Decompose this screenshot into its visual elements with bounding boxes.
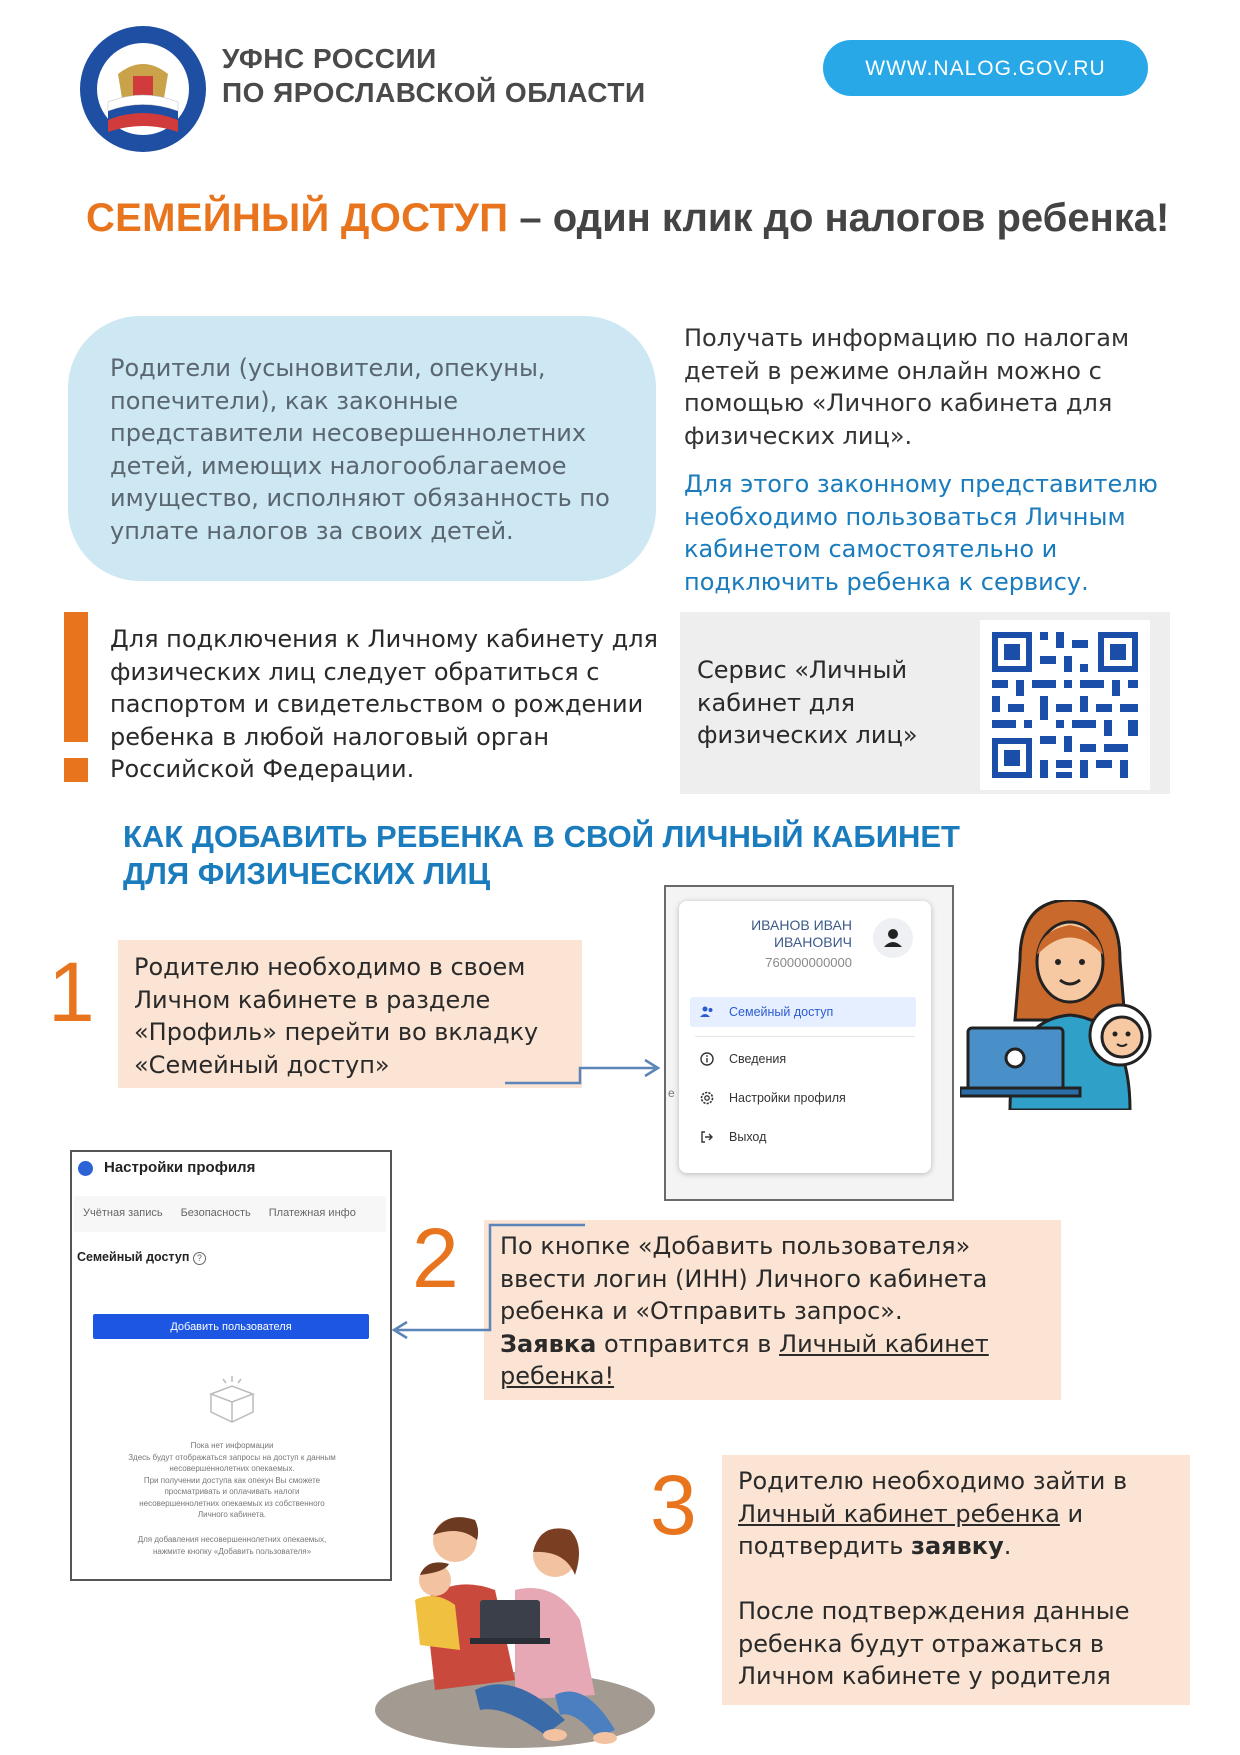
step-3-end: .: [1003, 1532, 1012, 1560]
step-3-text-1: [738, 1465, 1188, 1563]
section-title-line-1: КАК ДОБАВИТЬ РЕБЕНКА В СВОЙ ЛИЧНЫЙ КАБИНЕТ: [123, 819, 960, 854]
empty-line: Здесь будут отображаться запросы на доступ к данным: [128, 1452, 336, 1462]
intro-bubble-text: Родители (усыновители, опекуны, попечители), как законные представители несовершеннолетних детей, имеющих налогооблагаемое имущество, исполняют обязанность по уплате налогов за своих детей.: [110, 354, 610, 545]
step-2-text: [500, 1230, 1056, 1393]
menu-item-details[interactable]: [690, 1044, 916, 1074]
hint-line: нажмите кнопку «Добавить пользователя»: [152, 1546, 312, 1556]
step-3-before: Родителю необходимо зайти в: [738, 1467, 1128, 1495]
step-2-after-bold: отправится в: [596, 1329, 780, 1358]
step-3-number: 3: [650, 1458, 697, 1552]
exclamation-icon: [62, 612, 90, 782]
family-icon: [699, 1004, 715, 1020]
add-hint-text: [112, 1534, 352, 1557]
intro-right-blue-text: Для этого законному представителю необходимо пользоваться Личным кабинетом самостоятельно и подключить ребенка к сервису.: [684, 470, 1158, 596]
family-access-heading: [77, 1250, 206, 1265]
user-icon: [873, 918, 913, 958]
avatar[interactable]: [873, 918, 913, 958]
user-full-name: [700, 917, 852, 951]
empty-state-text: [104, 1440, 360, 1521]
step-2-main: По кнопке «Добавить пользователя» ввести логин (ИНН) Личного кабинета ребенка и «Отправить запрос».: [500, 1232, 988, 1325]
gear-icon: [699, 1090, 715, 1106]
menu-item-label: Выход: [729, 1130, 767, 1144]
headline-accent: СЕМЕЙНЫЙ ДОСТУП: [86, 196, 509, 240]
section-title-line-2: ДЛЯ ФИЗИЧЕСКИХ ЛИЦ: [123, 856, 491, 891]
connect-instructions: Для подключения к Личному кабинету для физических лиц следует обратиться с паспортом и свидетельством о рождении ребенка в любой налоговый орган Российской Федерации.: [110, 625, 658, 783]
family-access-heading-text: Семейный доступ: [77, 1250, 190, 1264]
step-2-link[interactable]: Личный кабинет ребенка!: [500, 1329, 989, 1390]
tab-security[interactable]: Безопасность: [180, 1207, 251, 1219]
step-3-text-2: После подтверждения данные ребенка будут отражаться в Личном кабинете у родителя: [738, 1597, 1130, 1690]
empty-line: несовершеннолетних опекаемых.: [169, 1464, 295, 1473]
menu-item-family-access[interactable]: [690, 997, 916, 1027]
menu-divider: [695, 1036, 915, 1037]
menu-item-label: Семейный доступ: [729, 1005, 834, 1019]
help-icon[interactable]: ?: [193, 1252, 206, 1265]
side-letter: е: [668, 1086, 675, 1100]
step-2-bold: Заявка: [500, 1329, 597, 1358]
family-with-laptop-illustration: [365, 1480, 665, 1750]
empty-line: При получении доступа как опекун Вы сможете: [143, 1475, 321, 1485]
tab-account[interactable]: Учётная запись: [83, 1207, 163, 1219]
org-line-1: УФНС РОССИИ: [222, 43, 437, 74]
tab-payment[interactable]: Платежная инфо: [268, 1207, 356, 1219]
empty-line: просматривать и оплачивать налоги: [164, 1487, 300, 1496]
logout-icon: [699, 1129, 715, 1145]
qr-code-icon[interactable]: [980, 620, 1150, 790]
fns-emblem-icon: [78, 24, 208, 154]
step-3-mid: и подтвердить: [738, 1499, 1084, 1560]
hint-line: Для добавления несовершеннолетних опекаемых,: [137, 1535, 327, 1544]
website-link-button[interactable]: WWW.NALOG.GOV.RU: [823, 40, 1148, 96]
menu-item-logout[interactable]: [690, 1122, 916, 1152]
intro-right-text: Получать информацию по налогам детей в режиме онлайн можно с помощью «Личного кабинета для физических лиц».: [684, 324, 1130, 450]
settings-title: Настройки профиля: [104, 1159, 256, 1176]
step-3-bold: заявку: [911, 1532, 1004, 1560]
back-arrow-icon[interactable]: [78, 1161, 93, 1176]
org-line-2: ПО ЯРОСЛАВСКОЙ ОБЛАСТИ: [222, 77, 646, 108]
mother-with-baby-illustration: [960, 900, 1180, 1110]
user-name-line-2: ИВАНОВИЧ: [773, 934, 852, 950]
empty-line: несовершеннолетних опекаемых из собственного: [139, 1498, 325, 1508]
headline-rest: – один клик до налогов ребенка!: [508, 196, 1170, 240]
empty-box-icon: [205, 1374, 259, 1424]
add-user-button[interactable]: Добавить пользователя: [93, 1314, 369, 1339]
empty-line: Пока нет информации: [190, 1441, 274, 1450]
empty-line: Личного кабинета.: [197, 1510, 267, 1519]
info-icon: [699, 1051, 715, 1067]
section-title: [123, 818, 1023, 892]
user-inn: 760000000000: [765, 955, 852, 970]
menu-item-label: Сведения: [729, 1052, 787, 1066]
settings-tabs: [74, 1196, 386, 1232]
step-2-number: 2: [412, 1211, 459, 1305]
user-name-line-1: ИВАНОВ ИВАН: [751, 917, 852, 933]
org-name: [222, 42, 646, 110]
service-label: Сервис «Личный кабинет для физических лиц»: [697, 656, 918, 749]
menu-item-profile-settings[interactable]: [690, 1083, 916, 1113]
page-headline: [86, 196, 1169, 241]
step-1-number: 1: [48, 945, 95, 1039]
menu-item-label: Настройки профиля: [729, 1091, 846, 1105]
step-3-link[interactable]: Личный кабинет ребенка: [738, 1499, 1060, 1528]
step-1-text: Родителю необходимо в своем Личном кабинете в разделе «Профиль» перейти во вкладку «Семейный доступ»: [134, 953, 539, 1079]
